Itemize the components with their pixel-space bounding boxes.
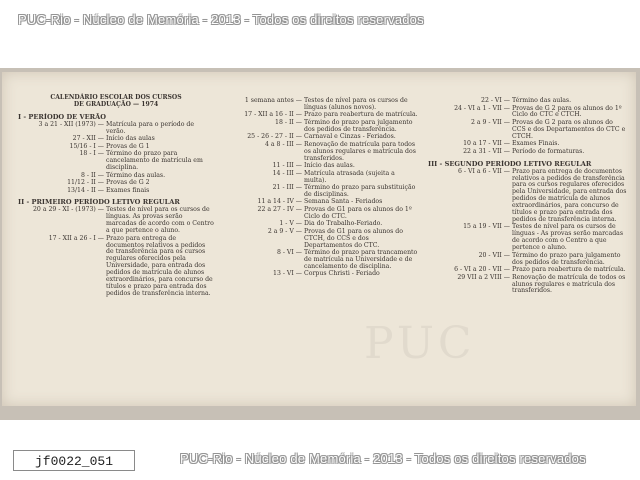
entry-description: Prazo para entrega de documentos relativos a pedidos de transferência para os cursos regulares oferecidos pela Universidade, para entrada dos pedidos de matrícula de alunos extraordinários, para concurso de títulos e prazo para entrada dos pedidos de transferência interna. xyxy=(512,167,627,223)
entry-description: Semana Santa - Feriados xyxy=(304,198,383,206)
calendar-entry xyxy=(224,229,418,250)
calendar-entry xyxy=(18,151,214,172)
entry-date: 25 - 26 - 27 - II — xyxy=(247,133,302,141)
entry-description: Provas de G 2 para os alunos do 1º Ciclo do CTC e CTCH. xyxy=(512,104,622,119)
calendar-entry xyxy=(224,171,418,185)
entry-description: Término do prazo para julgamento dos pedidos de transferência. xyxy=(304,118,413,133)
calendar-entry xyxy=(18,180,214,187)
entry-description: Término do prazo para julgamento dos pedidos de transferência. xyxy=(512,251,621,266)
entry-date: 22 a 31 - VII — xyxy=(463,147,510,155)
entry-date: 4 a 8 - III — xyxy=(264,140,302,148)
calendar-entry xyxy=(428,253,628,267)
entry-date: 29 VII a 2 VIII — xyxy=(457,273,510,281)
entry-date: 14 - III — xyxy=(272,169,302,177)
entry-date: 1 - V — xyxy=(279,220,302,228)
entry-description: Término das aulas. xyxy=(512,97,572,104)
entry-description: Testes de nível para os cursos de línguas - As provas serão marcadas de acordo com o Centro a que pertence o aluno. xyxy=(512,223,624,252)
entry-description: Provas de G1 para os alunos do 1º Ciclo do CTC. xyxy=(304,205,412,220)
entry-date: 24 - VI a 1 - VII — xyxy=(454,104,510,112)
entry-date: 8 - VI — xyxy=(276,249,302,257)
entry-date: 17 - XII a 26 - I — xyxy=(48,234,104,242)
entry-description: Matrícula para o período de verão. xyxy=(106,120,195,135)
calendar-entry xyxy=(428,98,628,105)
entry-date: 6 - VI a 20 - VII — xyxy=(454,266,510,274)
entry-date: 15/16 - I — xyxy=(69,142,104,150)
calendar-entry xyxy=(224,142,418,163)
entry-date: 11 a 14 - IV — xyxy=(257,198,302,206)
entry-description: Término do prazo para cancelamento de matrícula em disciplina. xyxy=(106,150,203,172)
calendar-entry xyxy=(224,98,418,112)
entry-description: Corpus Christi - Feriado xyxy=(304,270,380,278)
entry-description: Término do prazo para trancamento de matrícula na Universidade e de cancelamento de disciplina. xyxy=(304,249,418,270)
entry-description: Término das aulas. xyxy=(106,171,166,179)
entry-date: 17 - XII a 16 - II — xyxy=(244,111,302,119)
entry-description: Provas de G1 para os alunos do CTCH, do CCS e dos Departamentos do CTC. xyxy=(304,227,403,249)
calendar-title-line-1: CALENDÁRIO ESCOLAR DOS CURSOS xyxy=(50,94,182,101)
entry-date: 13/14 - II — xyxy=(67,186,104,194)
calendar-title xyxy=(18,94,214,109)
section-heading: II - PRIMEIRO PERÍODO LETIVO REGULAR xyxy=(18,198,180,207)
entry-date: 15 a 19 - VII — xyxy=(463,223,510,231)
entry-date: 20 - VII — xyxy=(478,251,510,259)
entry-date: 13 - VI — xyxy=(273,270,302,278)
entry-date: 18 - I — xyxy=(79,150,104,158)
entry-date: 22 a 27 - IV — xyxy=(257,205,302,213)
entry-description: Início das aulas. xyxy=(304,162,355,170)
puc-emboss-mark: PUC xyxy=(364,318,476,369)
entry-date: 6 - VI a 6 - VII — xyxy=(458,167,510,175)
entry-description: Testes de nível para os cursos de línguas. As provas serão marcadas de acordo com o Centro a que pertence o aluno. xyxy=(106,206,214,235)
calendar-entry xyxy=(428,267,628,274)
column-3 xyxy=(428,98,628,296)
calendar-entry xyxy=(18,188,214,195)
column-1 xyxy=(18,72,214,298)
calendar-entry xyxy=(428,149,628,156)
entry-date: 22 - VI — xyxy=(481,97,510,104)
entry-description: Matrícula atrasada (sujeita a multa). xyxy=(304,169,395,184)
bottom-watermark: PUC-Rio - Núcleo de Memória - 2013 - Todos os direitos reservados xyxy=(180,451,586,466)
calendar-entry xyxy=(224,250,418,271)
calendar-title-line-2: DE GRADUAÇÃO — 1974 xyxy=(73,101,159,109)
entry-description: Período de formaturas. xyxy=(512,147,585,155)
entry-date: 3 a 21 - XII (1973) — xyxy=(38,120,104,128)
section-heading: I - PERÍODO DE VERÃO xyxy=(18,112,106,121)
entry-date: 21 - III — xyxy=(272,184,302,192)
entry-description: Exames finais xyxy=(106,186,150,194)
calendar-entry xyxy=(18,122,214,136)
calendar-entry xyxy=(428,224,628,252)
entry-description: Exames Finais. xyxy=(512,140,560,148)
calendar-entry xyxy=(18,236,214,298)
entry-date: 10 a 17 - VII — xyxy=(463,140,510,148)
calendar-entry xyxy=(224,271,418,278)
calendar-entry xyxy=(224,185,418,199)
section-heading: III - SEGUNDO PERÍODO LETIVO REGULAR xyxy=(428,159,592,168)
top-watermark: PUC-Rio - Núcleo de Memória - 2013 - Todos os direitos reservados xyxy=(18,12,424,27)
entry-description: Provas de G 2 xyxy=(106,179,150,187)
entry-description: Prazo para entrega de documentos relativos a pedidos de transferência para os cursos regulares oferecidos pela Universidade, para entrada dos pedidos de matrícula de alunos extraordinários, para concurso de títulos e prazo para entrada dos pedidos de transferência interna. xyxy=(106,234,213,297)
calendar-document xyxy=(2,72,636,406)
entry-description: Renovação de matrícula de todos os alunos regulares e matrícula dos transferidos. xyxy=(512,273,626,295)
entry-date: 2 a 9 - VII — xyxy=(470,118,510,126)
calendar-entry xyxy=(428,275,628,296)
entry-description: Prazo para reabertura de matrícula. xyxy=(512,266,626,274)
entry-description: Carnaval e Cinzas - Feriados. xyxy=(304,133,396,141)
column-2 xyxy=(224,98,418,279)
entry-date: 11 - III — xyxy=(272,162,302,170)
document-id-label: jf0022_051 xyxy=(13,450,135,471)
calendar-entry xyxy=(224,207,418,221)
calendar-entry xyxy=(18,207,214,235)
entry-description: Prazo para reabertura de matrícula. xyxy=(304,111,418,119)
calendar-entry xyxy=(428,106,628,120)
entry-description: Dia do Trabalho-Feriado. xyxy=(304,220,383,228)
entry-date: 20 a 29 - XI - (1973) — xyxy=(33,206,104,214)
calendar-entry xyxy=(428,120,628,141)
entry-date: 8 - II — xyxy=(80,171,104,179)
entry-description: Provas de G 2 para os alunos do CCS e dos Departamentos do CTC e CTCH. xyxy=(512,118,626,140)
entry-date: 18 - II — xyxy=(275,118,302,126)
entry-date: 11/12 - II — xyxy=(67,179,104,187)
entry-date: 1 semana antes — xyxy=(244,97,302,104)
entry-date: 2 a 9 - V — xyxy=(267,227,302,235)
calendar-entry xyxy=(428,169,628,224)
entry-description: Provas de G 1 xyxy=(106,142,150,150)
entry-description: Término do prazo para substituição de disciplinas. xyxy=(304,184,416,198)
calendar-entry xyxy=(224,120,418,134)
calendar-entry xyxy=(224,163,418,170)
entry-description: Testes de nível para os cursos de línguas (alunos novos). xyxy=(304,97,408,111)
entry-date: 27 - XII — xyxy=(72,135,104,143)
entry-description: Início das aulas xyxy=(106,135,155,143)
entry-description: Renovação de matrícula para todos os alunos regulares e matrícula dos transferidos. xyxy=(304,140,416,162)
